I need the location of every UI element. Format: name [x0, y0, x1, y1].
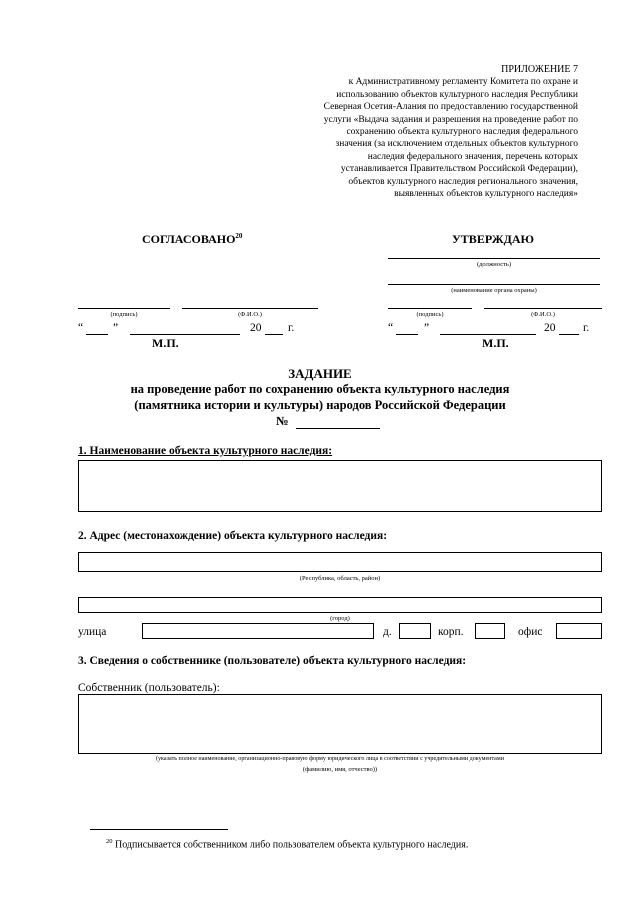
footnote-divider: [90, 829, 228, 830]
city-field[interactable]: [78, 597, 602, 613]
appendix-line: сохранению объекта культурного наследия федерального: [346, 127, 578, 138]
approve-year-prefix: 20: [544, 322, 556, 334]
agreed-signature-label: (подпись): [110, 311, 138, 318]
task-line1: на проведение работ по сохранению объекта культурного наследия: [130, 382, 510, 396]
approve-month-line[interactable]: [440, 334, 536, 335]
agreed-heading-text: СОГЛАСОВАНО: [142, 232, 236, 246]
house-field[interactable]: [399, 623, 431, 639]
task-number-line[interactable]: [296, 428, 380, 429]
agreed-fio-label: (Ф.И.О.): [238, 311, 262, 318]
approve-heading: УТВЕРЖДАЮ: [452, 232, 535, 246]
building-field[interactable]: [475, 623, 505, 639]
appendix-line: устанавливается Правительством Российской Федерации),: [340, 164, 578, 175]
house-label: д.: [383, 626, 392, 638]
approve-organ-label: (наименование органа охраны): [451, 287, 537, 294]
building-label: корп.: [438, 626, 464, 638]
footnote-text: Подписывается собственником либо пользователем объекта культурного наследия.: [115, 839, 469, 851]
approve-signature-label: (подпись): [416, 311, 444, 318]
appendix-line: использованию объектов культурного наследия Республики: [336, 89, 578, 100]
office-label: офис: [518, 626, 543, 638]
owner-field[interactable]: [78, 694, 602, 754]
section2-title: 2. Адрес (местонахождение) объекта культурного наследия:: [78, 530, 388, 542]
agreed-stamp: М.П.: [152, 336, 179, 350]
task-number-label: №: [276, 414, 289, 428]
region-label: (Республика, область, район): [299, 575, 381, 582]
footnote: [106, 838, 468, 850]
agreed-quote-open: “: [78, 322, 84, 334]
appendix-title: ПРИЛОЖЕНИЕ 7: [501, 64, 578, 75]
footnote-ref: 20: [235, 232, 243, 240]
agreed-quote-close: ”: [113, 322, 119, 334]
approve-organ-line[interactable]: [388, 284, 600, 285]
agreed-year-line[interactable]: [265, 334, 283, 335]
appendix-line: выявленных объектов культурного наследия»: [394, 189, 578, 200]
approve-position-label: (должность): [476, 261, 512, 268]
section3-title: 3. Сведения о собственнике (пользователе) объекта культурного наследия:: [78, 655, 467, 667]
street-field[interactable]: [142, 623, 374, 639]
approve-stamp: М.П.: [482, 336, 509, 350]
object-name-field[interactable]: [78, 460, 602, 512]
approve-signature-line[interactable]: [388, 308, 472, 309]
region-field[interactable]: [78, 552, 602, 572]
approve-quote-open: “: [388, 322, 394, 334]
agreed-month-line[interactable]: [130, 334, 240, 335]
agreed-heading: [142, 232, 242, 247]
section1-title: 1. Наименование объекта культурного наследия:: [78, 445, 333, 457]
approve-position-line[interactable]: [388, 258, 600, 259]
agreed-fio-line[interactable]: [182, 308, 318, 309]
street-label: улица: [78, 626, 107, 638]
appendix-line: объектов культурного наследия регионального значения,: [348, 176, 578, 187]
footnote-mark: 20: [106, 838, 113, 845]
task-line2: (памятника истории и культуры) народов Российской Федерации: [134, 398, 506, 412]
appendix-header: [324, 64, 578, 200]
approve-fio-label: (Ф.И.О.): [531, 311, 555, 318]
approve-fio-line[interactable]: [484, 308, 602, 309]
approve-quote-close: ”: [424, 322, 430, 334]
approve-year-line[interactable]: [559, 334, 579, 335]
owner-label: Собственник (пользователь):: [78, 682, 220, 694]
appendix-line: значения (за исключением отдельных объектов культурного: [335, 139, 578, 150]
appendix-line: к Административному регламенту Комитета по охране и: [348, 77, 578, 88]
owner-hint-line1: (указать полное наименование, организационно-правовую форму юридического лица в соответствии с учредительными документами: [155, 756, 505, 762]
agreed-signature-line[interactable]: [78, 308, 170, 309]
task-title: ЗАДАНИЕ: [288, 366, 352, 381]
appendix-line: Северная Осетия-Алания по предоставлению государственной: [323, 102, 578, 113]
city-label: (город): [330, 615, 350, 622]
agreed-year-suffix: г.: [288, 322, 295, 334]
approve-year-suffix: г.: [583, 322, 590, 334]
agreed-day-line[interactable]: [86, 334, 108, 335]
agreed-year-prefix: 20: [250, 322, 262, 334]
owner-hint-line2: (фамилию, имя, отчество)): [302, 766, 378, 773]
approve-day-line[interactable]: [396, 334, 418, 335]
appendix-line: услуги «Выдача задания и разрешения на проведение работ по: [323, 114, 578, 125]
office-field[interactable]: [556, 623, 602, 639]
appendix-line: наследия федерального значения, перечень которых: [367, 151, 578, 162]
